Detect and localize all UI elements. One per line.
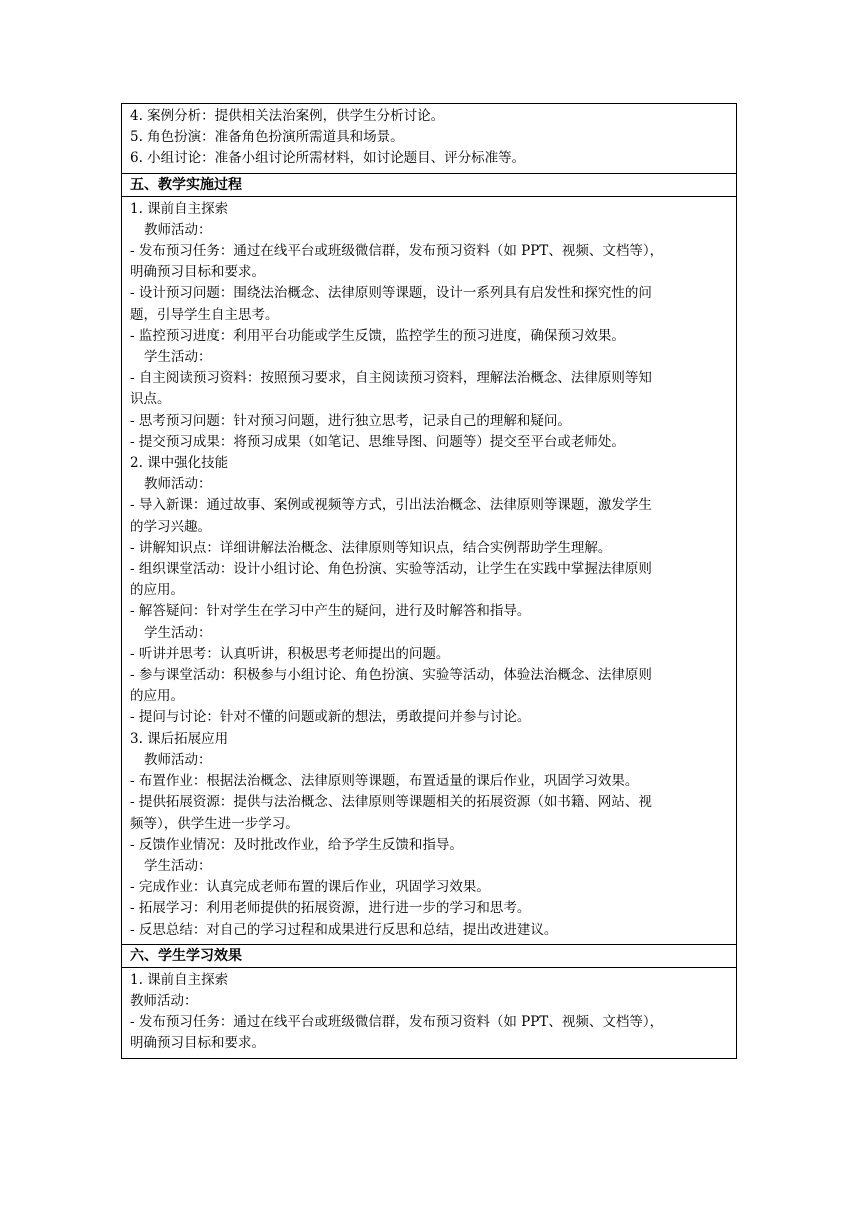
text-line: 的学习兴趣。 xyxy=(130,518,211,535)
text-line: 频等），供学生进一步学习。 xyxy=(130,815,299,832)
text-line: 教师活动： xyxy=(144,221,212,238)
text-line: 教师活动： xyxy=(144,476,212,493)
section-6-heading: 六、学生学习效果 xyxy=(122,945,736,968)
text-line: 2. 课中强化技能 xyxy=(130,455,229,472)
text-line: - 提交预习成果：将预习成果（如笔记、思维导图、问题等）提交至平台或老师处。 xyxy=(130,433,625,450)
text-line: 的应用。 xyxy=(130,582,184,599)
text-line: - 拓展学习：利用老师提供的拓展资源，进行进一步的学习和思考。 xyxy=(130,900,531,917)
text-line: 5. 角色扮演：准备角色扮演所需道具和场景。 xyxy=(130,129,404,146)
text-line: 6. 小组讨论：准备小组讨论所需材料，如讨论题目、评分标准等。 xyxy=(130,150,526,167)
text-line: 题，引导学生自主思考。 xyxy=(130,306,279,323)
text-line: - 提供拓展资源：提供与法治概念、法律原则等课题相关的拓展资源（如书籍、网站、视 xyxy=(130,794,652,811)
text-line: - 发布预习任务：通过在线平台或班级微信群，发布预习资料（如 PPT、视频、文档等）， xyxy=(130,243,664,260)
text-line: - 组织课堂活动：设计小组讨论、角色扮演、实验等活动，让学生在实践中掌握法律原则 xyxy=(130,561,652,578)
text-line: 1. 课前自主探索 xyxy=(130,200,229,217)
section-5-content xyxy=(122,197,736,945)
text-line: 1. 课前自主探索 xyxy=(130,971,229,988)
text-line: 学生活动： xyxy=(144,857,212,874)
preparation-cell xyxy=(122,104,736,174)
text-line: - 参与课堂活动：积极参与小组讨论、角色扮演、实验等活动，体验法治概念、法律原则 xyxy=(130,667,652,684)
text-line: - 解答疑问：针对学生在学习中产生的疑问，进行及时解答和指导。 xyxy=(130,603,531,620)
text-line: 的应用。 xyxy=(130,688,184,705)
text-line: - 完成作业：认真完成老师布置的课后作业，巩固学习效果。 xyxy=(130,879,490,896)
section-5-heading: 五、教学实施过程 xyxy=(122,174,736,197)
text-line: - 听讲并思考：认真听讲，积极思考老师提出的问题。 xyxy=(130,645,450,662)
text-line: - 自主阅读预习资料：按照预习要求，自主阅读预习资料，理解法治概念、法律原则等知 xyxy=(130,370,652,387)
text-line: - 思考预习问题：针对预习问题，进行独立思考，记录自己的理解和疑问。 xyxy=(130,412,571,429)
text-line: - 布置作业：根据法治概念、法律原则等课题，布置适量的课后作业，巩固学习效果。 xyxy=(130,773,639,790)
lesson-plan-table xyxy=(121,103,737,1059)
text-line: - 发布预习任务：通过在线平台或班级微信群，发布预习资料（如 PPT、视频、文档等）， xyxy=(130,1014,664,1031)
text-line: 学生活动： xyxy=(144,624,212,641)
text-line: 学生活动： xyxy=(144,349,212,366)
text-line: - 反思总结：对自己的学习过程和成果进行反思和总结，提出改进建议。 xyxy=(130,921,558,938)
text-line: - 设计预习问题：围绕法治概念、法律原则等课题，设计一系列具有启发性和探究性的问 xyxy=(130,285,652,302)
text-line: - 讲解知识点：详细讲解法治概念、法律原则等知识点，结合实例帮助学生理解。 xyxy=(130,539,612,556)
text-line: 教师活动： xyxy=(144,751,212,768)
text-line: 明确预习目标和要求。 xyxy=(130,264,265,281)
text-line: 明确预习目标和要求。 xyxy=(130,1035,265,1052)
text-line: 教师活动： xyxy=(130,992,198,1009)
text-line: - 导入新课：通过故事、案例或视频等方式，引出法治概念、法律原则等课题，激发学生 xyxy=(130,497,652,514)
text-line: 4. 案例分析：提供相关法治案例，供学生分析讨论。 xyxy=(130,108,445,124)
text-line: - 提问与讨论：针对不懂的问题或新的想法，勇敢提问并参与讨论。 xyxy=(130,709,531,726)
text-line: 3. 课后拓展应用 xyxy=(130,730,229,747)
text-line: - 反馈作业情况：及时批改作业，给予学生反馈和指导。 xyxy=(130,836,463,853)
text-line: 识点。 xyxy=(130,391,171,408)
text-line: - 监控预习进度：利用平台功能或学生反馈，监控学生的预习进度，确保预习效果。 xyxy=(130,327,625,344)
section-6-content xyxy=(122,968,736,1058)
